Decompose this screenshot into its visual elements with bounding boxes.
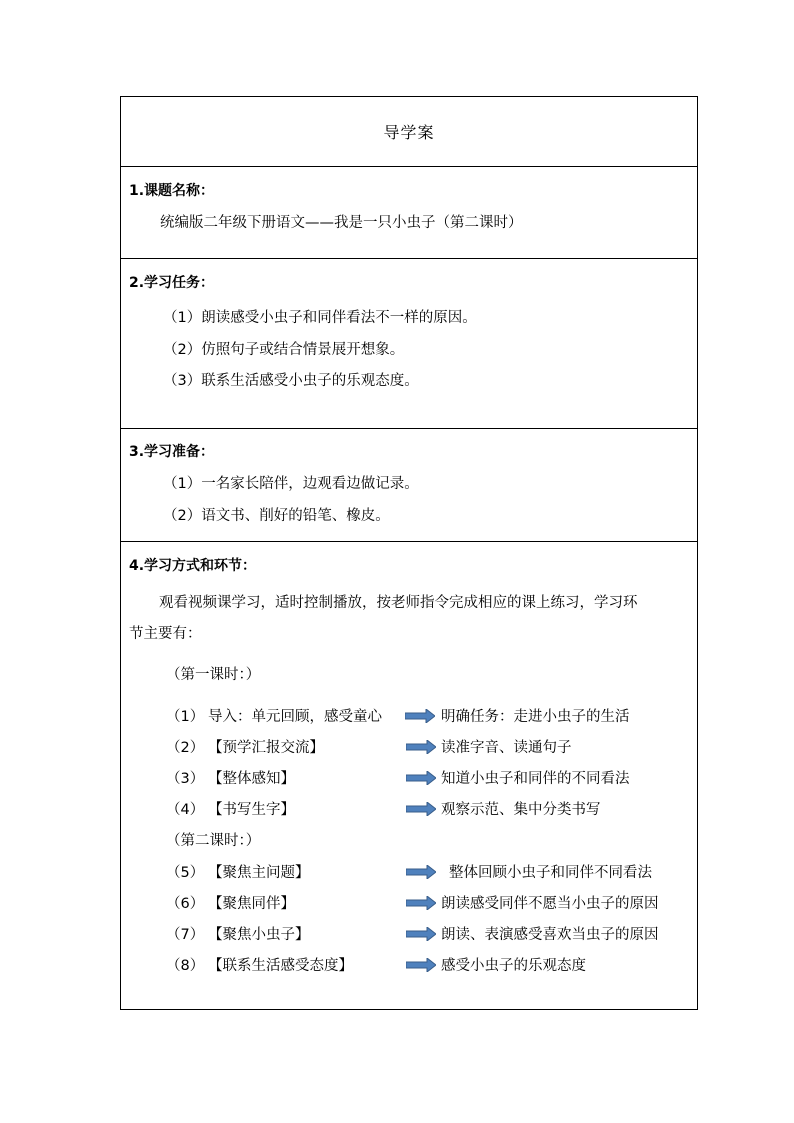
section-preparation (121, 429, 697, 542)
section-learning-steps (121, 542, 697, 1009)
right-arrow-icon (406, 740, 436, 754)
intro-text-line: 观看视频课学习，适时控制播放，按老师指令完成相应的课上练习，学习环 (159, 595, 638, 611)
step-result: 朗读、表演感受喜欢当虫子的原因 (441, 927, 659, 943)
step-label: 【预学汇报交流】 (208, 740, 324, 756)
step-row (121, 861, 699, 883)
section-heading-learning-steps: 4.学习方式和环节： (129, 558, 257, 574)
step-number: （4） (166, 802, 205, 818)
preparation-item: （1）一名家长陪伴，边观看边做记录。 (163, 476, 419, 492)
task-item: （2）仿照句子或结合情景展开想象。 (163, 342, 405, 358)
preparation-item: （2）语文书、削好的铅笔、橡皮。 (163, 508, 390, 524)
step-label: 【聚焦主问题】 (208, 865, 310, 881)
period-label-first: （第一课时：） (166, 667, 261, 683)
step-row (121, 705, 699, 727)
section-heading-course-name: 1.课题名称： (129, 183, 215, 199)
period-label-second: （第二课时：） (166, 833, 261, 849)
section-heading-preparation: 3.学习准备： (129, 444, 215, 460)
right-arrow-icon (406, 865, 436, 879)
right-arrow-icon (406, 802, 436, 816)
step-row (121, 923, 699, 945)
step-result: 整体回顾小虫子和同伴不同看法 (449, 865, 652, 881)
section-course-name (121, 167, 697, 259)
section-heading-learning-tasks: 2.学习任务： (129, 275, 215, 291)
step-label: 导入：单元回顾，感受童心 (208, 709, 382, 725)
page-title: 导学案 (383, 123, 435, 142)
step-row (121, 892, 699, 914)
step-label: 【书写生字】 (208, 802, 295, 818)
step-label: 【聚焦小虫子】 (208, 927, 310, 943)
task-item: （1）朗读感受小虫子和同伴看法不一样的原因。 (163, 310, 477, 326)
step-number: （1） (166, 709, 205, 725)
step-number: （6） (166, 896, 205, 912)
step-label: 【联系生活感受态度】 (208, 958, 353, 974)
step-label: 【聚焦同伴】 (208, 896, 295, 912)
step-number: （7） (166, 927, 205, 943)
step-number: （5） (166, 865, 205, 881)
right-arrow-icon (405, 709, 435, 723)
step-result: 读准字音、读通句子 (441, 740, 572, 756)
step-number: （2） (166, 740, 205, 756)
right-arrow-icon (406, 958, 436, 972)
right-arrow-icon (406, 771, 436, 785)
step-result: 感受小虫子的乐观态度 (441, 958, 586, 974)
step-result: 明确任务：走进小虫子的生活 (441, 709, 630, 725)
guide-table (120, 96, 698, 1010)
section-learning-tasks (121, 259, 697, 429)
step-row (121, 767, 699, 789)
step-number: （3） (166, 771, 205, 787)
step-row (121, 736, 699, 758)
step-result: 观察示范、集中分类书写 (441, 802, 601, 818)
course-name-text: 统编版二年级下册语文——我是一只小虫子（第二课时） (160, 215, 523, 231)
step-row (121, 954, 699, 976)
step-result: 知道小虫子和同伴的不同看法 (441, 771, 630, 787)
step-number: （8） (166, 958, 205, 974)
intro-text-line: 节主要有： (129, 626, 202, 642)
step-label: 【整体感知】 (208, 771, 295, 787)
step-result: 朗读感受同伴不愿当小虫子的原因 (441, 896, 659, 912)
task-item: （3）联系生活感受小虫子的乐观态度。 (163, 373, 419, 389)
title-cell (121, 97, 697, 167)
right-arrow-icon (406, 896, 436, 910)
step-row (121, 798, 699, 820)
right-arrow-icon (406, 927, 436, 941)
